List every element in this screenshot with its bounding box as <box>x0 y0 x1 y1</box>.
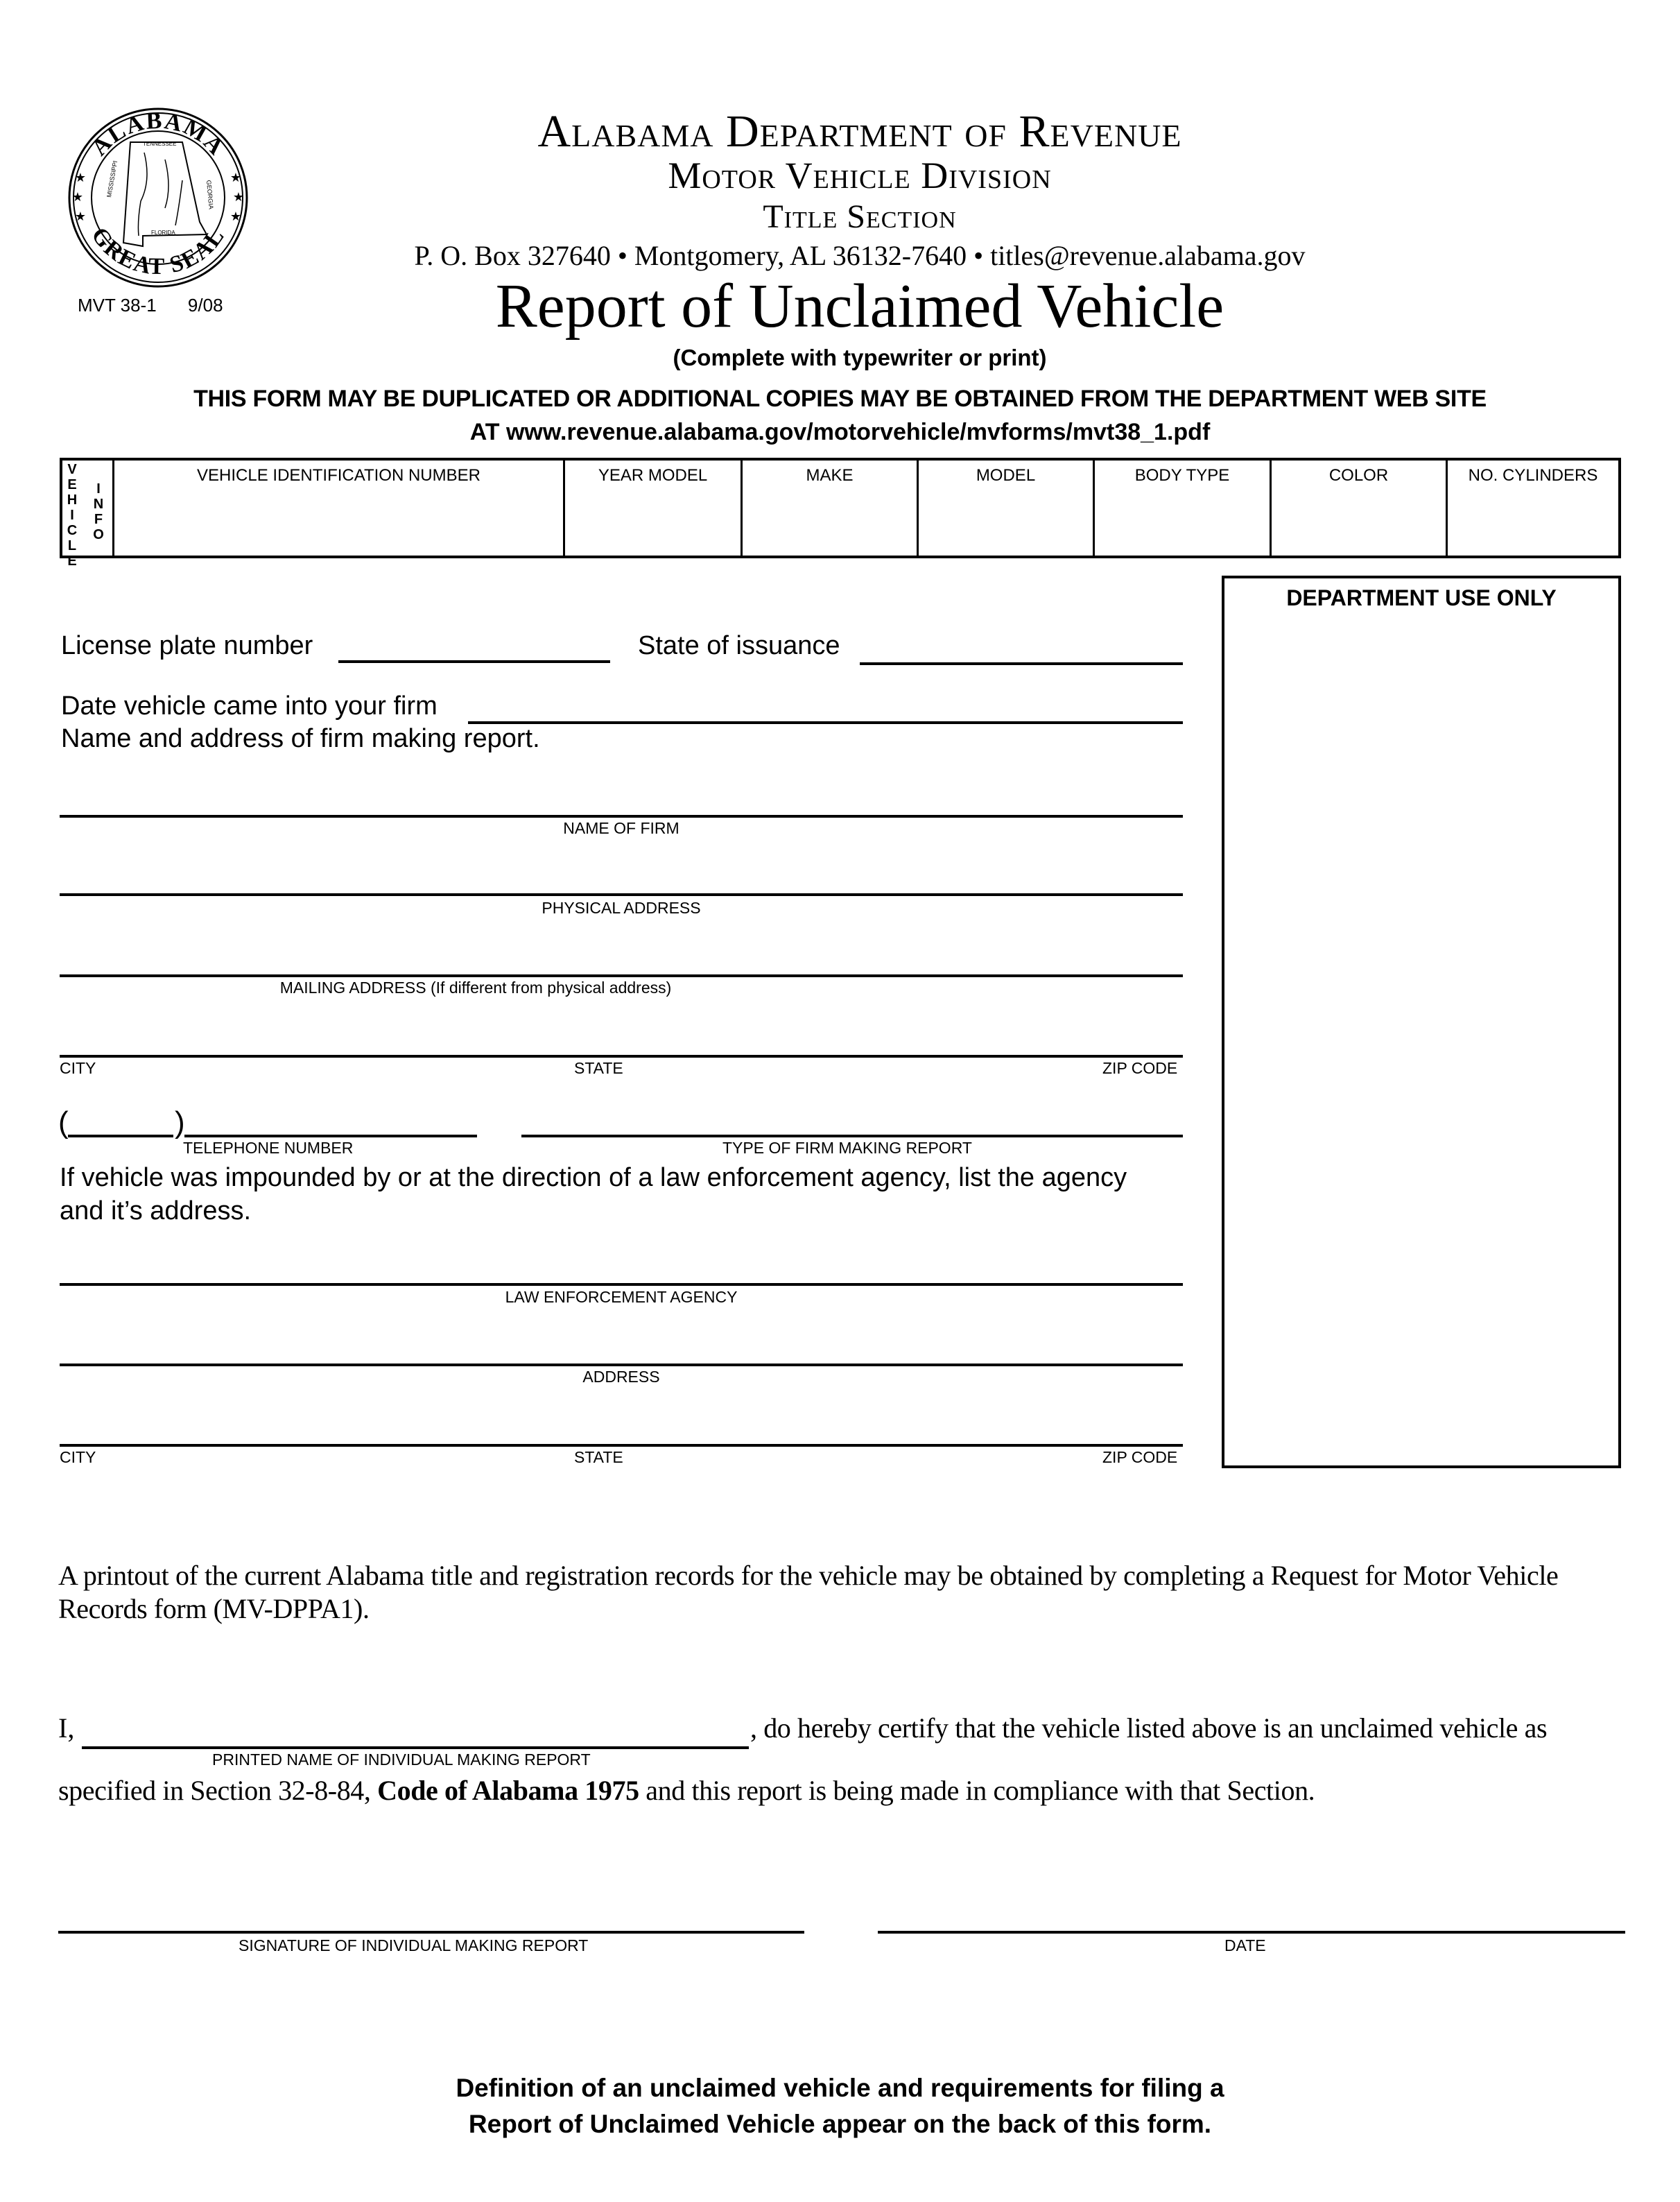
agency-name: Alabama Department of Revenue <box>537 106 1182 157</box>
color-cell <box>1270 461 1446 556</box>
page-subtitle: (Complete with typewriter or print) <box>673 345 1047 370</box>
color-input[interactable] <box>1276 507 1441 550</box>
agency-city-caption: CITY <box>60 1448 96 1466</box>
telephone-input[interactable] <box>184 1110 477 1135</box>
vin-cell <box>112 461 563 556</box>
state-of-issuance-input[interactable] <box>860 635 1183 662</box>
agency-zip-input[interactable] <box>961 1413 1183 1444</box>
svg-text:★: ★ <box>230 171 242 185</box>
cylinders-input[interactable] <box>1452 507 1614 550</box>
section-name: Title Section <box>763 198 957 235</box>
agency-address-line <box>60 1364 1183 1366</box>
area-code-field <box>68 1110 173 1137</box>
vehicle-vertical-label: V E H I C L E <box>67 462 78 569</box>
year-model-label: YEAR MODEL <box>598 466 708 485</box>
model-cell <box>917 461 1093 556</box>
mailing-address-caption: MAILING ADDRESS (If different from physical address) <box>279 979 672 997</box>
page-title: Report of Unclaimed Vehicle <box>495 272 1224 341</box>
certification-line-2 <box>58 1774 1315 1807</box>
law-agency-input[interactable] <box>60 1253 1183 1283</box>
state-of-issuance-field <box>860 635 1183 665</box>
division-name: Motor Vehicle Division <box>668 155 1052 196</box>
name-address-heading: Name and address of firm making report. <box>61 724 540 753</box>
svg-text:★: ★ <box>232 190 245 205</box>
svg-text:★: ★ <box>74 209 87 224</box>
make-label: MAKE <box>806 466 854 485</box>
name-of-firm-line <box>60 815 1183 818</box>
firm-city-caption: CITY <box>60 1059 96 1077</box>
physical-address-line <box>60 893 1183 896</box>
agency-address-caption: ADDRESS <box>582 1368 660 1386</box>
color-label: COLOR <box>1328 466 1389 485</box>
license-plate-field <box>338 633 610 663</box>
date-came-field <box>468 694 1183 724</box>
svg-text:★: ★ <box>71 190 84 205</box>
law-agency-line <box>60 1283 1183 1286</box>
svg-text:GREAT SEAL: GREAT SEAL <box>86 223 230 280</box>
web-site-notice: AT www.revenue.alabama.gov/motorvehicle/mvforms/mvt38_1.pdf <box>469 419 1211 445</box>
certification-statute-text: specified in Section 32-8-84, <box>58 1775 378 1806</box>
certification-compliance-text: and this report is being made in compliance with that Section. <box>639 1775 1315 1806</box>
firm-city-state-zip-line <box>60 1055 1183 1058</box>
mailing-address-line <box>60 974 1183 977</box>
physical-address-caption: PHYSICAL ADDRESS <box>542 899 701 917</box>
phone-close-paren: ) <box>175 1106 185 1139</box>
vin-input[interactable] <box>119 507 559 550</box>
duplication-notice: THIS FORM MAY BE DUPLICATED OR ADDITIONAL COPIES MAY BE OBTAINED FROM THE DEPARTMENT WEB SITE <box>193 386 1487 412</box>
svg-text:FLORIDA: FLORIDA <box>151 230 175 236</box>
mailing-address-field <box>60 944 1183 974</box>
law-agency-field <box>60 1253 1183 1283</box>
agency-city-state-zip-row <box>60 1413 1183 1444</box>
agency-address: P. O. Box 327640 • Montgomery, AL 36132-7640 • titles@revenue.alabama.gov <box>414 240 1306 271</box>
printed-name-input[interactable] <box>82 1719 749 1746</box>
firm-zip-caption: ZIP CODE <box>1102 1059 1178 1077</box>
form-number-text: MVT 38-1 <box>78 295 157 316</box>
department-use-label: DEPARTMENT USE ONLY <box>1286 585 1557 610</box>
cylinders-cell <box>1446 461 1618 556</box>
firm-state-input[interactable] <box>545 1024 961 1055</box>
vin-label: VEHICLE IDENTIFICATION NUMBER <box>197 466 480 485</box>
footer-line-1: Definition of an unclaimed vehicle and requirements for filing a <box>456 2074 1224 2102</box>
name-of-firm-caption: NAME OF FIRM <box>563 819 679 837</box>
type-of-firm-field <box>521 1110 1183 1137</box>
license-plate-input[interactable] <box>338 633 610 660</box>
model-input[interactable] <box>923 507 1089 550</box>
certification-prefix: I, <box>58 1712 75 1744</box>
signature-field <box>58 1900 804 1931</box>
footer-line-2: Report of Unclaimed Vehicle appear on the back of this form. <box>468 2110 1212 2138</box>
signature-line <box>58 1931 804 1934</box>
make-cell <box>741 461 917 556</box>
svg-text:GEORGIA: GEORGIA <box>205 180 215 210</box>
body-type-label: BODY TYPE <box>1134 466 1230 485</box>
make-input[interactable] <box>747 507 912 550</box>
footer-note <box>0 2070 1680 2142</box>
date-came-label: Date vehicle came into your firm <box>61 691 438 721</box>
type-of-firm-input[interactable] <box>521 1110 1183 1135</box>
cylinders-label: NO. CYLINDERS <box>1468 466 1598 485</box>
form-date: 9/08 <box>187 295 223 316</box>
firm-city-state-zip-row <box>60 1024 1183 1055</box>
agency-address-input[interactable] <box>60 1333 1183 1364</box>
agency-city-state-zip-line <box>60 1444 1183 1447</box>
area-code-input[interactable] <box>68 1110 173 1135</box>
date-caption: DATE <box>1224 1936 1266 1954</box>
model-label: MODEL <box>976 466 1036 485</box>
department-use-only-box <box>1222 576 1621 1468</box>
telephone-field <box>184 1110 477 1137</box>
physical-address-input[interactable] <box>60 863 1183 893</box>
firm-state-caption: STATE <box>574 1059 623 1077</box>
physical-address-field <box>60 863 1183 893</box>
printout-instructions: A printout of the current Alabama title and registration records for the vehicle may be obtained by completing a Request for Motor Vehicle Records form (MV-DPPA1). <box>58 1560 1559 1624</box>
telephone-caption: TELEPHONE NUMBER <box>183 1139 354 1157</box>
date-line <box>878 1931 1625 1934</box>
law-agency-caption: LAW ENFORCEMENT AGENCY <box>505 1288 738 1306</box>
svg-text:★: ★ <box>230 209 242 224</box>
body-type-input[interactable] <box>1099 507 1265 550</box>
year-model-cell <box>563 461 741 556</box>
phone-open-paren: ( <box>58 1106 69 1139</box>
date-came-input[interactable] <box>468 694 1183 721</box>
vehicle-info-side-label <box>62 461 112 569</box>
code-of-alabama: Code of Alabama 1975 <box>377 1775 639 1806</box>
name-of-firm-field <box>60 784 1183 815</box>
agency-city-input[interactable] <box>60 1413 545 1444</box>
vehicle-info-table <box>60 458 1621 569</box>
license-plate-label: License plate number <box>61 631 313 660</box>
svg-text:MISSISSIPPI: MISSISSIPPI <box>105 160 119 198</box>
firm-city-input[interactable] <box>60 1024 545 1055</box>
impound-instructions: If vehicle was impounded by or at the direction of a law enforcement agency, list the agency and it’s address. <box>60 1163 1127 1225</box>
date-field <box>878 1900 1625 1931</box>
agency-state-caption: STATE <box>574 1448 623 1466</box>
mailing-address-input[interactable] <box>60 944 1183 974</box>
body-type-cell <box>1093 461 1270 556</box>
printed-name-field <box>82 1719 749 1749</box>
firm-zip-input[interactable] <box>961 1024 1183 1055</box>
agency-address-field <box>60 1333 1183 1364</box>
agency-state-input[interactable] <box>545 1413 961 1444</box>
certification-suffix: , do hereby certify that the vehicle listed above is an unclaimed vehicle as <box>750 1712 1548 1744</box>
signature-caption: SIGNATURE OF INDIVIDUAL MAKING REPORT <box>239 1936 589 1954</box>
svg-text:TENNESSEE: TENNESSEE <box>143 141 177 147</box>
name-of-firm-input[interactable] <box>60 784 1183 815</box>
date-input[interactable] <box>878 1900 1625 1931</box>
agency-zip-caption: ZIP CODE <box>1102 1448 1178 1466</box>
svg-text:ALABAMA: ALABAMA <box>86 107 230 161</box>
state-of-issuance-label: State of issuance <box>638 631 840 660</box>
year-model-input[interactable] <box>569 507 736 550</box>
info-vertical-label: I N F O <box>93 481 104 542</box>
printed-name-caption: PRINTED NAME OF INDIVIDUAL MAKING REPORT <box>212 1751 591 1769</box>
type-of-firm-caption: TYPE OF FIRM MAKING REPORT <box>722 1139 972 1157</box>
svg-text:★: ★ <box>74 171 87 185</box>
signature-input[interactable] <box>58 1900 804 1931</box>
